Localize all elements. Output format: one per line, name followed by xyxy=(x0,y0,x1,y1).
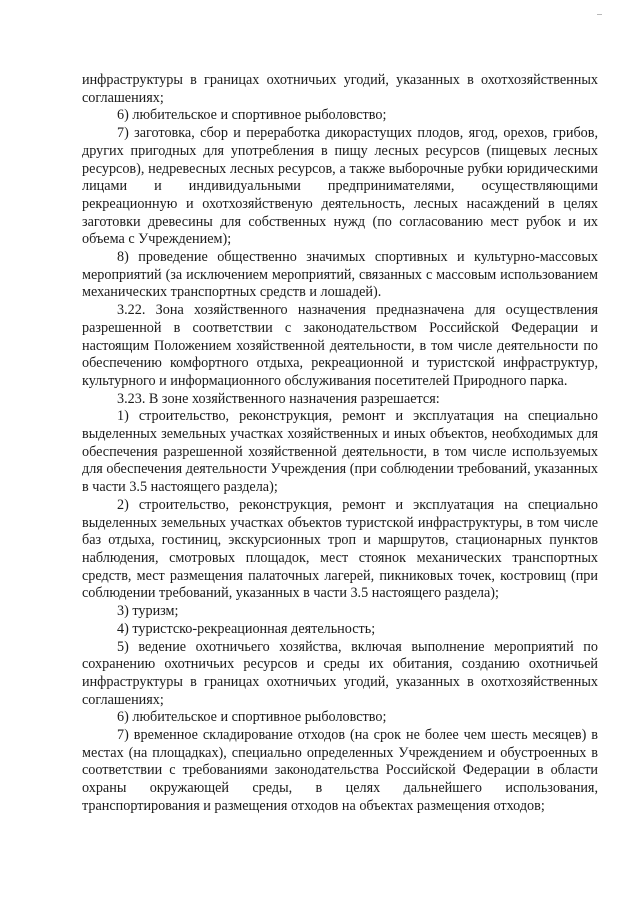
paragraph-item-8-events: 8) проведение общественно значимых спортивных и культурно-массовых мероприятий (за исключением мероприятий, связанных с массовым использованием механических транспортных средств и лошадей). xyxy=(82,249,598,301)
paragraph-continuation: инфраструктуры в границах охотничьих угодий, указанных в охотхозяйственных соглашениях; xyxy=(82,72,598,106)
paragraph-item-6-fishing: 6) любительское и спортивное рыболовство; xyxy=(117,107,387,124)
paragraph-section-3-23: 3.23. В зоне хозяйственного назначения разрешается: xyxy=(117,390,440,407)
document-body xyxy=(82,72,598,816)
paragraph-section-3-22: 3.22. Зона хозяйственного назначения предназначена для осуществления разрешенной в соответствии с законодательством Российской Федерации и настоящим Положением хозяйственной деятельности, в том числе деятельности по обеспечению комфортного отдыха, рекреационной и туристской инфраструктур, культурного и информационного обслуживания посетителей Природного парка. xyxy=(82,302,598,389)
scan-mark xyxy=(597,14,602,15)
paragraph-item-1-construction: 1) строительство, реконструкция, ремонт и эксплуатация на специально выделенных земельных участках хозяйственных и иных объектов, необходимых для обеспечения разрешенной хозяйственной деятельности, в том числе используемых для обеспечения деятельности Учреждения (при соблюдении требований, указанных в части 3.5 настоящего раздела); xyxy=(82,408,598,496)
paragraph-item-3-tourism: 3) туризм; xyxy=(117,603,179,620)
paragraph-item-7-harvesting: 7) заготовка, сбор и переработка дикорастущих плодов, ягод, орехов, грибов, других пригодных для употребления в пищу лесных ресурсов (пищевых лесных ресурсов), недревесных лесных ресурсов, а также выборочные рубки юридическими лицами и индивидуальными предпринимателями, осуществляющими рекреационную и охотхозяйственую деятельность, лесных насаждений в целях заготовки древесины для собственных нужд (по согласованию мест рубок и их объема с Учреждением); xyxy=(82,125,598,248)
paragraph-item-4-recreation: 4) туристско-рекреационная деятельность; xyxy=(117,620,376,637)
paragraph-item-2-tourist-infrastructure: 2) строительство, реконструкция, ремонт и эксплуатация на специально выделенных земельных участках объектов туристской инфраструктуры, в том числе баз отдыха, гостиниц, экскурсионных троп и маршрутов, стационарных пунктов наблюдения, смотровых площадок, мест стоянок механических транспортных средств, мест размещения палаточных лагерей, пикниковых точек, костровищ (при соблюдении требований, указанных в части 3.5 настоящего раздела); xyxy=(82,496,598,602)
paragraph-item-5-hunting: 5) ведение охотничьего хозяйства, включая выполнение мероприятий по сохранению охотничьих ресурсов и среды их обитания, созданию охотничьей инфраструктуры в границах охотничьих угодий, указанных в охотхозяйственных соглашениях; xyxy=(82,638,598,708)
paragraph-item-7-waste-storage: 7) временное складирование отходов (на срок не более чем шесть месяцев) в местах (на площадках), специально определенных Учреждением и обустроенных в соответствии с требованиями законодательства Российской Федерации в области охраны окружающей среды, в целях дальнейшего использования, транспортирования и размещения отходов на объектах размещения отходов; xyxy=(82,727,598,814)
paragraph-item-6-fishing-2: 6) любительское и спортивное рыболовство; xyxy=(117,709,387,726)
